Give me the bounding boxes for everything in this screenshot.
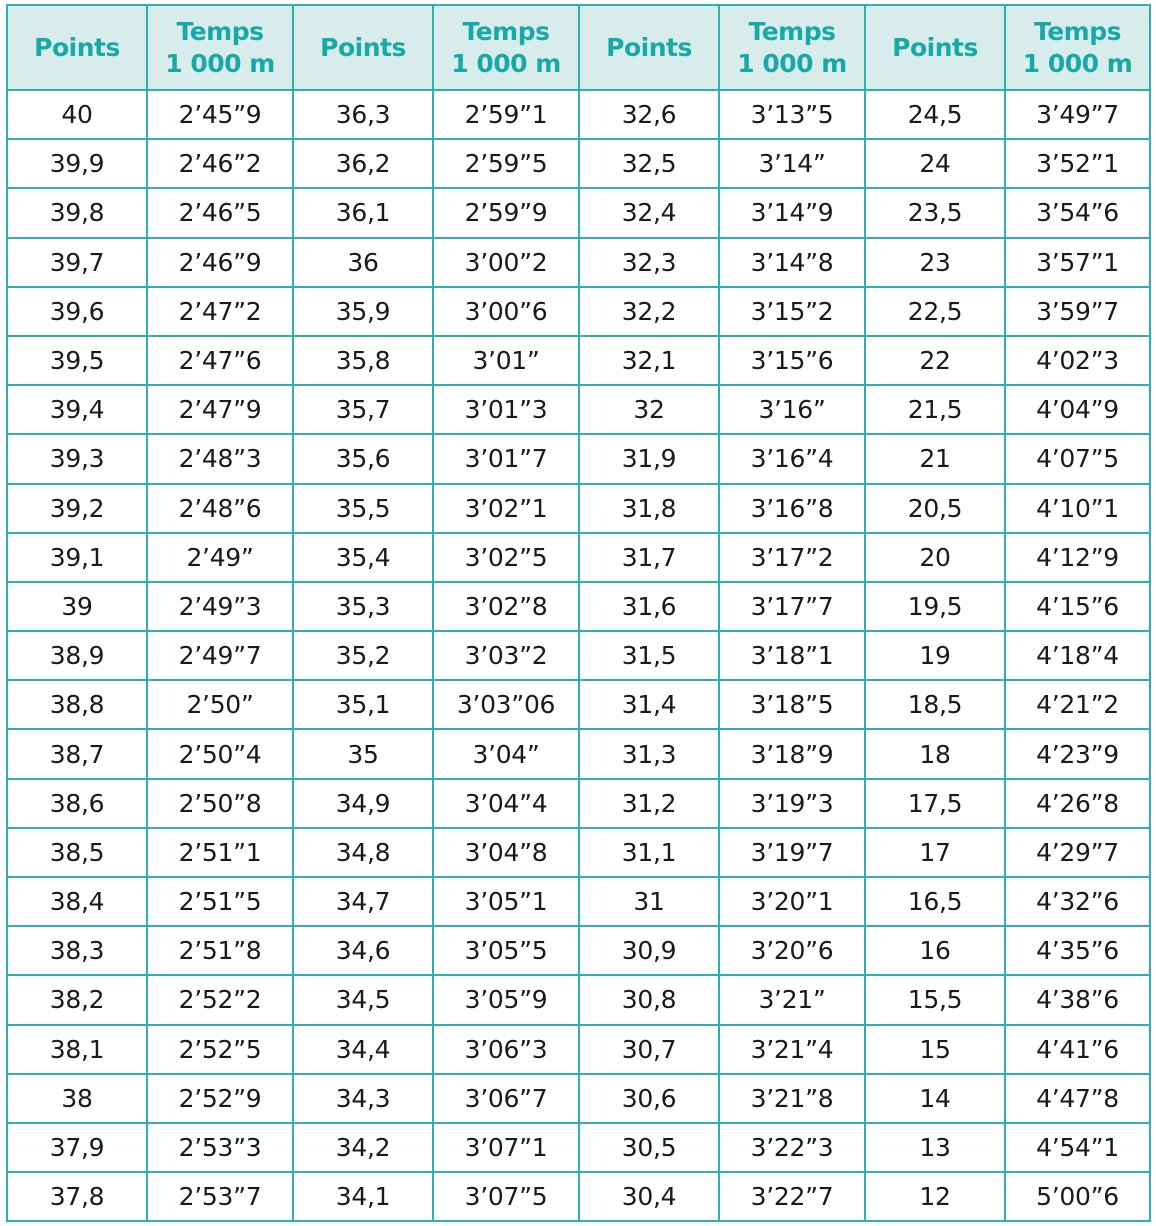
- points-cell: 17: [865, 828, 1005, 877]
- points-cell: 30,8: [579, 975, 719, 1024]
- table-row: [7, 926, 1150, 975]
- points-cell: 19: [865, 631, 1005, 680]
- time-cell: 2’51”5: [147, 877, 293, 926]
- table-row: [7, 434, 1150, 483]
- time-cell: 3’15”2: [719, 287, 865, 336]
- points-cell: 32: [579, 385, 719, 434]
- points-cell: 31,1: [579, 828, 719, 877]
- points-cell: 31,9: [579, 434, 719, 483]
- points-cell: 32,6: [579, 90, 719, 139]
- header-row: [7, 5, 1150, 90]
- scoring-table-container: [6, 4, 1151, 1222]
- table-row: [7, 533, 1150, 582]
- points-cell: 38,3: [7, 926, 147, 975]
- time-cell: 3’01”3: [433, 385, 579, 434]
- points-cell: 19,5: [865, 582, 1005, 631]
- time-cell: 2’49”: [147, 533, 293, 582]
- points-cell: 37,9: [7, 1123, 147, 1172]
- points-cell: 34,2: [293, 1123, 433, 1172]
- points-cell: 31,3: [579, 729, 719, 778]
- points-cell: 34,5: [293, 975, 433, 1024]
- points-cell: 34,6: [293, 926, 433, 975]
- time-cell: 3’04”4: [433, 779, 579, 828]
- points-cell: 16: [865, 926, 1005, 975]
- time-header: Temps 1 000 m: [1005, 5, 1150, 90]
- time-cell: 3’16”8: [719, 484, 865, 533]
- points-cell: 39,8: [7, 188, 147, 237]
- table-row: [7, 287, 1150, 336]
- time-cell: 3’06”7: [433, 1074, 579, 1123]
- points-cell: 39,5: [7, 336, 147, 385]
- points-cell: 36: [293, 238, 433, 287]
- time-cell: 2’49”7: [147, 631, 293, 680]
- points-cell: 32,1: [579, 336, 719, 385]
- time-cell: 3’18”1: [719, 631, 865, 680]
- table-row: [7, 484, 1150, 533]
- time-cell: 2’51”8: [147, 926, 293, 975]
- table-row: [7, 1025, 1150, 1074]
- points-cell: 15,5: [865, 975, 1005, 1024]
- time-cell: 3’16”: [719, 385, 865, 434]
- time-cell: 3’04”8: [433, 828, 579, 877]
- time-cell: 3’57”1: [1005, 238, 1150, 287]
- points-cell: 18,5: [865, 680, 1005, 729]
- time-cell: 4’47”8: [1005, 1074, 1150, 1123]
- time-cell: 3’14”9: [719, 188, 865, 237]
- points-cell: 34,1: [293, 1172, 433, 1221]
- points-header: Points: [7, 5, 147, 90]
- time-cell: 2’51”1: [147, 828, 293, 877]
- points-cell: 18: [865, 729, 1005, 778]
- time-cell: 2’59”1: [433, 90, 579, 139]
- table-row: [7, 336, 1150, 385]
- time-cell: 3’15”6: [719, 336, 865, 385]
- points-cell: 13: [865, 1123, 1005, 1172]
- points-cell: 31,5: [579, 631, 719, 680]
- time-cell: 5’00”6: [1005, 1172, 1150, 1221]
- table-row: [7, 877, 1150, 926]
- time-cell: 4’02”3: [1005, 336, 1150, 385]
- time-cell: 3’59”7: [1005, 287, 1150, 336]
- time-cell: 3’16”4: [719, 434, 865, 483]
- points-cell: 39: [7, 582, 147, 631]
- points-cell: 23,5: [865, 188, 1005, 237]
- time-cell: 3’02”1: [433, 484, 579, 533]
- time-cell: 3’03”2: [433, 631, 579, 680]
- points-cell: 31,2: [579, 779, 719, 828]
- points-cell: 34,4: [293, 1025, 433, 1074]
- points-cell: 21: [865, 434, 1005, 483]
- time-cell: 3’19”3: [719, 779, 865, 828]
- points-cell: 35,9: [293, 287, 433, 336]
- time-cell: 3’07”5: [433, 1172, 579, 1221]
- time-cell: 3’19”7: [719, 828, 865, 877]
- time-cell: 3’14”: [719, 139, 865, 188]
- points-cell: 12: [865, 1172, 1005, 1221]
- time-cell: 2’46”9: [147, 238, 293, 287]
- points-cell: 31,4: [579, 680, 719, 729]
- points-cell: 36,3: [293, 90, 433, 139]
- points-cell: 36,1: [293, 188, 433, 237]
- time-cell: 4’21”2: [1005, 680, 1150, 729]
- table-row: [7, 139, 1150, 188]
- points-cell: 34,9: [293, 779, 433, 828]
- table-row: [7, 631, 1150, 680]
- points-cell: 32,5: [579, 139, 719, 188]
- time-cell: 3’21”4: [719, 1025, 865, 1074]
- time-cell: 3’05”1: [433, 877, 579, 926]
- time-cell: 3’18”9: [719, 729, 865, 778]
- scoring-table: [6, 4, 1151, 1222]
- time-cell: 3’21”: [719, 975, 865, 1024]
- table-row: [7, 385, 1150, 434]
- points-cell: 38: [7, 1074, 147, 1123]
- points-cell: 32,2: [579, 287, 719, 336]
- table-row: [7, 680, 1150, 729]
- time-header: Temps 1 000 m: [433, 5, 579, 90]
- time-cell: 2’50”8: [147, 779, 293, 828]
- points-cell: 39,4: [7, 385, 147, 434]
- points-cell: 15: [865, 1025, 1005, 1074]
- time-cell: 3’00”2: [433, 238, 579, 287]
- time-cell: 3’03”06: [433, 680, 579, 729]
- time-cell: 4’35”6: [1005, 926, 1150, 975]
- time-cell: 4’12”9: [1005, 533, 1150, 582]
- time-cell: 3’02”8: [433, 582, 579, 631]
- time-cell: 3’52”1: [1005, 139, 1150, 188]
- time-cell: 2’46”2: [147, 139, 293, 188]
- points-cell: 38,6: [7, 779, 147, 828]
- time-cell: 4’23”9: [1005, 729, 1150, 778]
- points-cell: 38,1: [7, 1025, 147, 1074]
- time-cell: 3’20”6: [719, 926, 865, 975]
- points-cell: 24,5: [865, 90, 1005, 139]
- points-cell: 32,3: [579, 238, 719, 287]
- points-cell: 38,7: [7, 729, 147, 778]
- time-cell: 2’53”3: [147, 1123, 293, 1172]
- time-cell: 4’07”5: [1005, 434, 1150, 483]
- table-row: [7, 779, 1150, 828]
- time-cell: 2’59”5: [433, 139, 579, 188]
- points-header: Points: [579, 5, 719, 90]
- points-cell: 30,5: [579, 1123, 719, 1172]
- points-cell: 34,8: [293, 828, 433, 877]
- points-cell: 32,4: [579, 188, 719, 237]
- table-body: [7, 90, 1150, 1221]
- table-row: [7, 828, 1150, 877]
- time-cell: 3’54”6: [1005, 188, 1150, 237]
- points-cell: 16,5: [865, 877, 1005, 926]
- time-cell: 4’54”1: [1005, 1123, 1150, 1172]
- points-cell: 35,3: [293, 582, 433, 631]
- table-row: [7, 90, 1150, 139]
- time-cell: 3’22”7: [719, 1172, 865, 1221]
- time-cell: 2’49”3: [147, 582, 293, 631]
- points-cell: 38,4: [7, 877, 147, 926]
- time-header: Temps 1 000 m: [147, 5, 293, 90]
- points-cell: 31,6: [579, 582, 719, 631]
- table-row: [7, 1074, 1150, 1123]
- points-cell: 39,9: [7, 139, 147, 188]
- time-cell: 4’26”8: [1005, 779, 1150, 828]
- points-cell: 38,2: [7, 975, 147, 1024]
- time-cell: 3’21”8: [719, 1074, 865, 1123]
- table-row: [7, 238, 1150, 287]
- points-cell: 31: [579, 877, 719, 926]
- table-row: [7, 188, 1150, 237]
- time-header: Temps 1 000 m: [719, 5, 865, 90]
- table-row: [7, 582, 1150, 631]
- points-cell: 39,6: [7, 287, 147, 336]
- points-cell: 38,5: [7, 828, 147, 877]
- points-cell: 31,7: [579, 533, 719, 582]
- time-cell: 3’49”7: [1005, 90, 1150, 139]
- time-cell: 2’53”7: [147, 1172, 293, 1221]
- time-cell: 3’05”9: [433, 975, 579, 1024]
- time-cell: 3’04”: [433, 729, 579, 778]
- points-cell: 31,8: [579, 484, 719, 533]
- time-cell: 2’52”9: [147, 1074, 293, 1123]
- points-cell: 39,1: [7, 533, 147, 582]
- time-cell: 4’41”6: [1005, 1025, 1150, 1074]
- time-cell: 3’01”: [433, 336, 579, 385]
- time-cell: 3’01”7: [433, 434, 579, 483]
- time-cell: 3’17”7: [719, 582, 865, 631]
- time-cell: 2’46”5: [147, 188, 293, 237]
- points-cell: 20,5: [865, 484, 1005, 533]
- points-cell: 39,2: [7, 484, 147, 533]
- points-cell: 35,1: [293, 680, 433, 729]
- time-cell: 2’47”9: [147, 385, 293, 434]
- points-cell: 30,7: [579, 1025, 719, 1074]
- points-cell: 21,5: [865, 385, 1005, 434]
- points-cell: 30,9: [579, 926, 719, 975]
- time-cell: 2’50”4: [147, 729, 293, 778]
- points-cell: 30,4: [579, 1172, 719, 1221]
- table-row: [7, 975, 1150, 1024]
- points-cell: 39,7: [7, 238, 147, 287]
- table-row: [7, 1172, 1150, 1221]
- points-cell: 39,3: [7, 434, 147, 483]
- time-cell: 3’22”3: [719, 1123, 865, 1172]
- time-cell: 2’52”2: [147, 975, 293, 1024]
- time-cell: 2’59”9: [433, 188, 579, 237]
- points-cell: 23: [865, 238, 1005, 287]
- points-cell: 34,3: [293, 1074, 433, 1123]
- points-cell: 22: [865, 336, 1005, 385]
- time-cell: 2’48”3: [147, 434, 293, 483]
- time-cell: 2’50”: [147, 680, 293, 729]
- time-cell: 4’32”6: [1005, 877, 1150, 926]
- time-cell: 4’38”6: [1005, 975, 1150, 1024]
- points-cell: 35: [293, 729, 433, 778]
- time-cell: 4’04”9: [1005, 385, 1150, 434]
- time-cell: 3’05”5: [433, 926, 579, 975]
- time-cell: 2’48”6: [147, 484, 293, 533]
- points-cell: 30,6: [579, 1074, 719, 1123]
- time-cell: 4’29”7: [1005, 828, 1150, 877]
- points-cell: 40: [7, 90, 147, 139]
- time-cell: 4’10”1: [1005, 484, 1150, 533]
- time-cell: 3’07”1: [433, 1123, 579, 1172]
- time-cell: 3’02”5: [433, 533, 579, 582]
- time-cell: 3’14”8: [719, 238, 865, 287]
- points-cell: 35,8: [293, 336, 433, 385]
- points-cell: 17,5: [865, 779, 1005, 828]
- points-cell: 20: [865, 533, 1005, 582]
- points-cell: 24: [865, 139, 1005, 188]
- points-header: Points: [293, 5, 433, 90]
- time-cell: 3’20”1: [719, 877, 865, 926]
- points-cell: 36,2: [293, 139, 433, 188]
- time-cell: 3’06”3: [433, 1025, 579, 1074]
- points-cell: 35,4: [293, 533, 433, 582]
- points-cell: 37,8: [7, 1172, 147, 1221]
- points-cell: 34,7: [293, 877, 433, 926]
- points-cell: 35,7: [293, 385, 433, 434]
- time-cell: 3’18”5: [719, 680, 865, 729]
- points-cell: 14: [865, 1074, 1005, 1123]
- points-cell: 38,8: [7, 680, 147, 729]
- points-cell: 22,5: [865, 287, 1005, 336]
- points-cell: 35,5: [293, 484, 433, 533]
- time-cell: 3’13”5: [719, 90, 865, 139]
- time-cell: 2’47”6: [147, 336, 293, 385]
- time-cell: 3’00”6: [433, 287, 579, 336]
- table-row: [7, 1123, 1150, 1172]
- table-row: [7, 729, 1150, 778]
- time-cell: 3’17”2: [719, 533, 865, 582]
- time-cell: 4’15”6: [1005, 582, 1150, 631]
- points-cell: 38,9: [7, 631, 147, 680]
- points-cell: 35,6: [293, 434, 433, 483]
- time-cell: 2’45”9: [147, 90, 293, 139]
- time-cell: 2’52”5: [147, 1025, 293, 1074]
- time-cell: 2’47”2: [147, 287, 293, 336]
- time-cell: 4’18”4: [1005, 631, 1150, 680]
- points-cell: 35,2: [293, 631, 433, 680]
- points-header: Points: [865, 5, 1005, 90]
